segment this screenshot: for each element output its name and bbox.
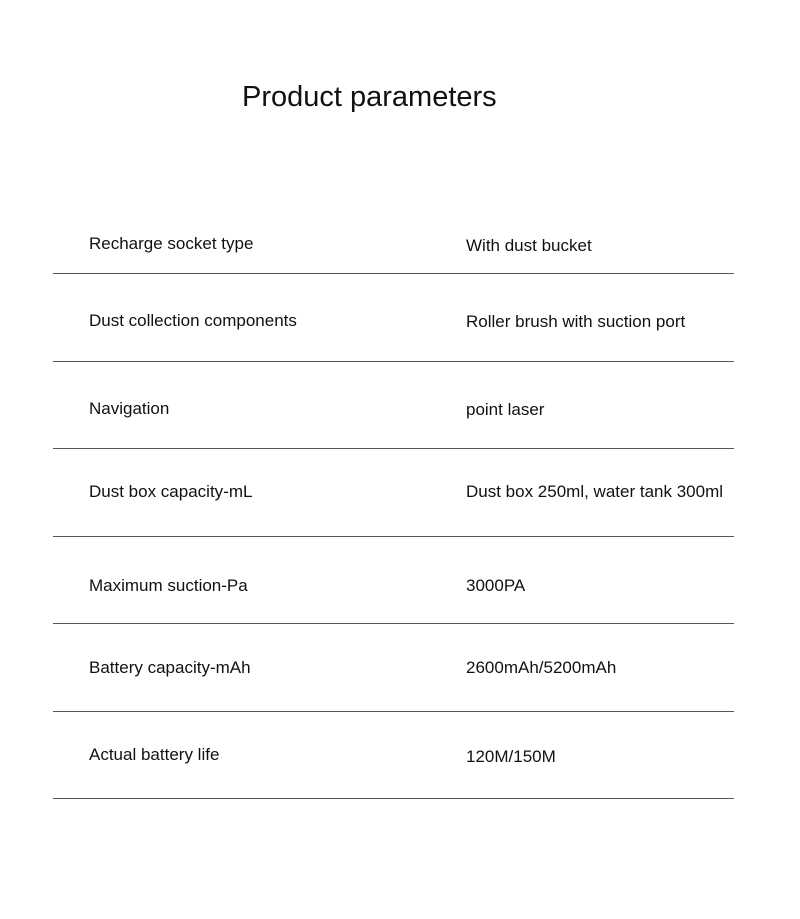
param-value: Roller brush with suction port bbox=[466, 312, 686, 331]
param-label: Actual battery life bbox=[89, 745, 220, 764]
param-value: point laser bbox=[466, 400, 545, 419]
param-label: Dust box capacity-mL bbox=[89, 482, 253, 501]
table-row bbox=[53, 537, 734, 624]
param-label: Dust collection components bbox=[89, 311, 297, 330]
table-row bbox=[53, 449, 734, 537]
table-row bbox=[53, 624, 734, 712]
table-row bbox=[53, 230, 734, 274]
param-value: 120M/150M bbox=[466, 747, 556, 766]
param-label: Navigation bbox=[89, 399, 170, 418]
param-value: 3000PA bbox=[466, 576, 526, 595]
param-value: Dust box 250ml, water tank 300ml bbox=[466, 482, 724, 501]
page-title: Product parameters bbox=[242, 81, 497, 113]
table-row bbox=[53, 362, 734, 449]
table-row bbox=[53, 274, 734, 362]
param-label: Maximum suction-Pa bbox=[89, 576, 248, 595]
param-value: With dust bucket bbox=[466, 236, 592, 255]
param-value: 2600mAh/5200mAh bbox=[466, 658, 617, 677]
table-row bbox=[53, 712, 734, 799]
param-label: Battery capacity-mAh bbox=[89, 658, 251, 677]
param-label: Recharge socket type bbox=[89, 234, 254, 253]
